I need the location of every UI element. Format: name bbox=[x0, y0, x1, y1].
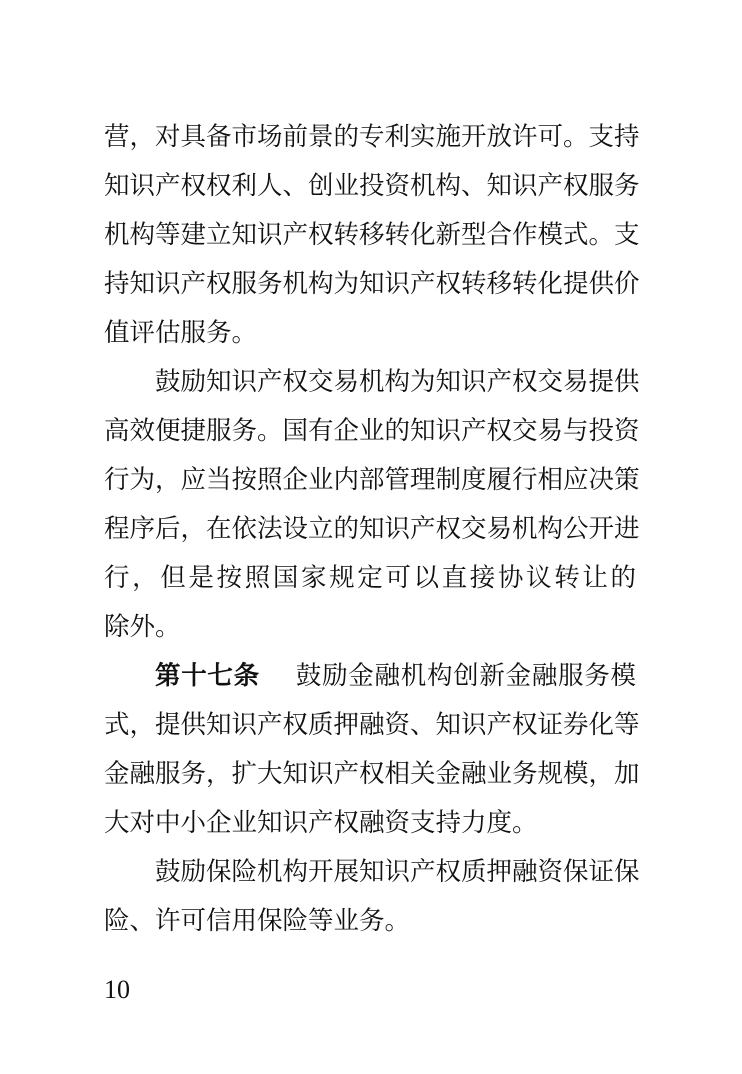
text-line: 金融服务，扩大知识产权相关金融业务规模，加 bbox=[104, 759, 640, 789]
text-line: 值评估服务。 bbox=[104, 318, 258, 348]
text-line: 大对中小企业知识产权融资支持力度。 bbox=[104, 808, 538, 838]
text-line: 持知识产权服务机构为知识产权转移转化提供价 bbox=[104, 269, 640, 299]
text-line: 除外。 bbox=[104, 612, 181, 642]
text-line: 式，提供知识产权质押融资、知识产权证券化等 bbox=[104, 710, 640, 740]
text-line: 营，对具备市场前景的专利实施开放许可。支持 bbox=[104, 122, 640, 152]
text-line: 知识产权权利人、创业投资机构、知识产权服务 bbox=[104, 171, 640, 201]
text-line: 行，但是按照国家规定可以直接协议转让的 bbox=[104, 563, 636, 593]
text-line: 行为，应当按照企业内部管理制度履行相应决策 bbox=[104, 465, 640, 495]
article-line bbox=[155, 656, 636, 696]
text-line: 程序后，在依法设立的知识产权交易机构公开进 bbox=[104, 514, 640, 544]
text-span: 鼓励金融机构创新金融服务模 bbox=[295, 661, 636, 691]
article-heading: 第十七条 bbox=[155, 661, 260, 691]
text-line: 鼓励知识产权交易机构为知识产权交易提供 bbox=[155, 367, 640, 397]
text-line: 险、许可信用保险等业务。 bbox=[104, 906, 411, 936]
text-line: 高效便捷服务。国有企业的知识产权交易与投资 bbox=[104, 416, 640, 446]
text-line: 机构等建立知识产权转移转化新型合作模式。支 bbox=[104, 220, 640, 250]
page-number: 10 bbox=[104, 975, 130, 1004]
text-line: 鼓励保险机构开展知识产权质押融资保证保 bbox=[155, 857, 640, 887]
